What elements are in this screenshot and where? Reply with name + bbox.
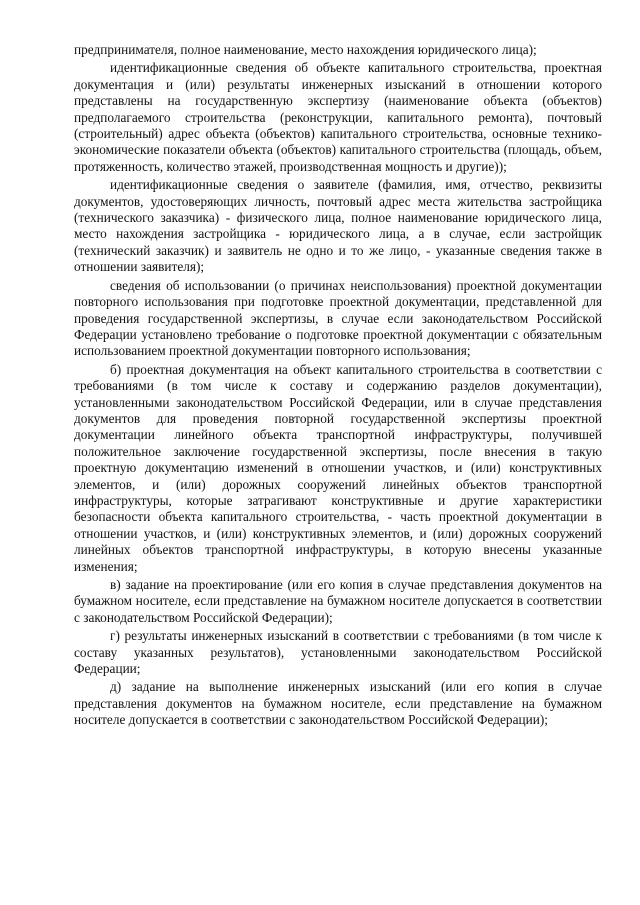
paragraph-item-d: д) задание на выполнение инженерных изысканий (или его копия в случае представления документов на бумажном носителе, если представление на бумажном носителе допускается в соответствии с законодательством Российской Федерации); (74, 679, 602, 728)
document-body (74, 42, 602, 729)
paragraph-item-g: г) результаты инженерных изысканий в соответствии с требованиями (в том числе к составу указанных результатов), установленными законодательством Российской Федерации; (74, 628, 602, 677)
paragraph-applicant-identification: идентификационные сведения о заявителе (фамилия, имя, отчество, реквизиты документов, удостоверяющих личность, почтовый адрес места жительства застройщика (технического заказчика) - физического лица, полное наименование юридического лица, место нахождения застройщика - юридического лица, а в случае, если застройщик (технический заказчик) и заявитель не одно и то же лицо, - указанные сведения также в отношении заявителя); (74, 177, 602, 275)
paragraph-item-b: б) проектная документация на объект капитального строительства в соответствии с требованиями (в том числе к составу и содержанию разделов документации), установленными законодательством Российской Федерации, или в случае представления документов для проведения повторной государственной экспертизы проектной документации линейного объекта транспортной инфраструктуры, получившей положительное заключение государственной экспертизы, после внесения в такую проектную документацию изменений в отношении участков, и (или) конструктивных элементов, и (или) дорожных сооружений линейных объектов транспортной инфраструктуры, которые затрагивают конструктивные и другие характеристики безопасности объекта капитального строительства, - часть проектной документации в отношении участков, и (или) конструктивных элементов, и (или) дорожных сооружений линейных объектов транспортной инфраструктуры, в которую внесены указанные изменения; (74, 361, 602, 574)
paragraph-item-v: в) задание на проектирование (или его копия в случае представления документов на бумажном носителе, если представление на бумажном носителе допускается в соответствии с законодательством Российской Федерации); (74, 577, 602, 625)
paragraph-continuation: предпринимателя, полное наименование, место нахождения юридического лица); (74, 42, 537, 57)
paragraph-reuse-documentation: сведения об использовании (о причинах неиспользования) проектной документации повторного использования при подготовке проектной документации, представленной для проведения государственной экспертизы, в случае если законодательством Российской Федерации установлено требование о подготовке проектной документации с обязательным использованием проектной документации повторного использования; (74, 277, 602, 359)
paragraph-object-identification: идентификационные сведения об объекте капитального строительства, проектная документация и (или) результаты инженерных изысканий в отношении которого представлены на государственную экспертизу (наименование объекта (объектов) предполагаемого строительства (реконструкции, капитального ремонта), почтовый (строительный) адрес объекта (объектов) капитального строительства, основные технико-экономические показатели объекта (объектов) капитального строительства (площадь, объем, протяженность, количество этажей, производственная мощность и другие)); (74, 60, 602, 174)
